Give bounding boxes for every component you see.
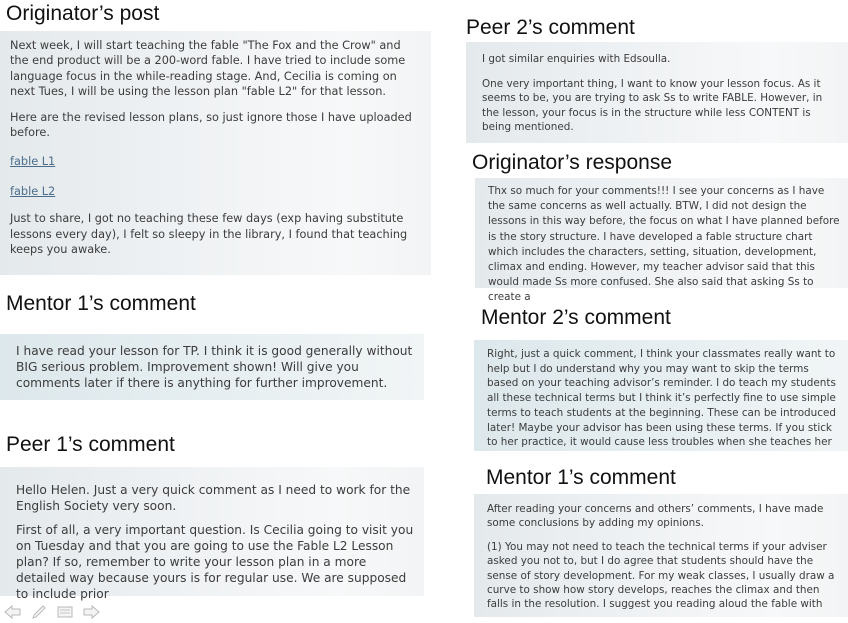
mentor1-second-paragraph-1: After reading your concerns and others’ comments, I have made some conclusions by adding my opinions. (487, 503, 824, 530)
peer2-comment-heading: Peer 2’s comment (466, 16, 635, 39)
peer1-paragraph-1: Hello Helen. Just a very quick comment as I need to work for the English Society very soon. (16, 483, 411, 513)
mentor1-second-comment-box (474, 494, 848, 617)
mentor1-second-paragraph-2: (1) You may not need to teach the technical terms if your adviser asked you not to, but I do agree that students should have the sense of story development. For my weak classes, I usually draw a curve to show how story develops, reaches the climax and then falls in the resolution. I suggest you reading aloud the fable with (487, 540, 835, 611)
originator-response-box (475, 178, 848, 304)
mentor2-comment-heading: Mentor 2’s comment (481, 306, 671, 329)
originator-response-heading: Originator’s response (472, 151, 672, 174)
mentor1-second-comment-heading: Mentor 1’s comment (486, 466, 676, 489)
back-arrow-icon[interactable] (4, 604, 22, 618)
mentor2-comment-box (474, 340, 848, 451)
menu-icon[interactable] (56, 604, 74, 618)
forward-arrow-icon[interactable] (82, 604, 100, 618)
post-paragraph-3: Just to share, I got no teaching these few days (exp having substitute lessons every day), I felt so sleepy in the library, I found that teaching keeps you awake. (10, 212, 408, 257)
mentor2-comment-text: Right, just a quick comment, I think your classmates really want to help but I do understand why you may want to skip the terms based on your teaching advisor’s reminder. I do teach my students all these technical terms but I think it’s perfectly fine to use simple terms to teach students at the beginning. These can be introduced later! Maybe your advisor has been using these terms. If you stick to her practice, it would cause less troubles when she teaches her (487, 348, 836, 449)
mentor1-comment-text: I have read your lesson for TP. I think it is good generally without BIG serious problem. Improvement shown! Will give you comments later if there is anything for further improvement. (16, 344, 413, 390)
originator-post-box (0, 31, 431, 275)
pen-icon[interactable] (30, 604, 48, 618)
mentor1-comment-box (0, 334, 424, 400)
peer1-comment-box (0, 467, 424, 601)
peer2-paragraph-1: I got similar enquiries with Edsoulla. (482, 53, 671, 65)
peer2-comment-box (466, 42, 848, 143)
fable-l1-link[interactable]: fable L1 (10, 155, 56, 169)
originator-post-heading: Originator’s post (6, 2, 160, 25)
post-paragraph-1: Next week, I will start teaching the fable "The Fox and the Crow" and the end product will be a 200-word fable. I have tried to include some language focus in the while-reading stage. And, Cecilia is coming on next Tues, I will be using the lesson plan "fable L2" for that lesson. (10, 39, 406, 99)
mentor1-comment-heading: Mentor 1’s comment (6, 292, 196, 315)
peer1-comment-heading: Peer 1’s comment (6, 433, 175, 456)
peer1-paragraph-2: First of all, a very important question. Is Cecilia going to visit you on Tuesday and that you are going to use the Fable L2 Lesson plan? If so, remember to write your lesson plan in a more detailed way because yours is for regular use. We are supposed to include prior (16, 523, 414, 601)
peer2-paragraph-2: One very important thing, I want to know your lesson focus. As it seems to be, you are trying to ask Ss to write FABLE. However, in the lesson, your focus is in the structure while less CONTENT is being mentioned. (482, 78, 823, 133)
slide-navigation (4, 604, 100, 618)
originator-response-text: Thx so much for your comments!!! I see your concerns as I have the same concerns as well actually. BTW, I did not design the lessons in this way before, the focus on what I have planned before is the story structure. I have developed a fable structure chart which includes the characters, setting, situation, development, climax and ending. However, my teacher advisor said that this would made Ss more confused. She also said that asking Ss to create a (488, 185, 840, 304)
post-paragraph-2: Here are the revised lesson plans, so just ignore those I have uploaded before. (10, 110, 412, 140)
fable-l2-link[interactable]: fable L2 (10, 184, 56, 198)
